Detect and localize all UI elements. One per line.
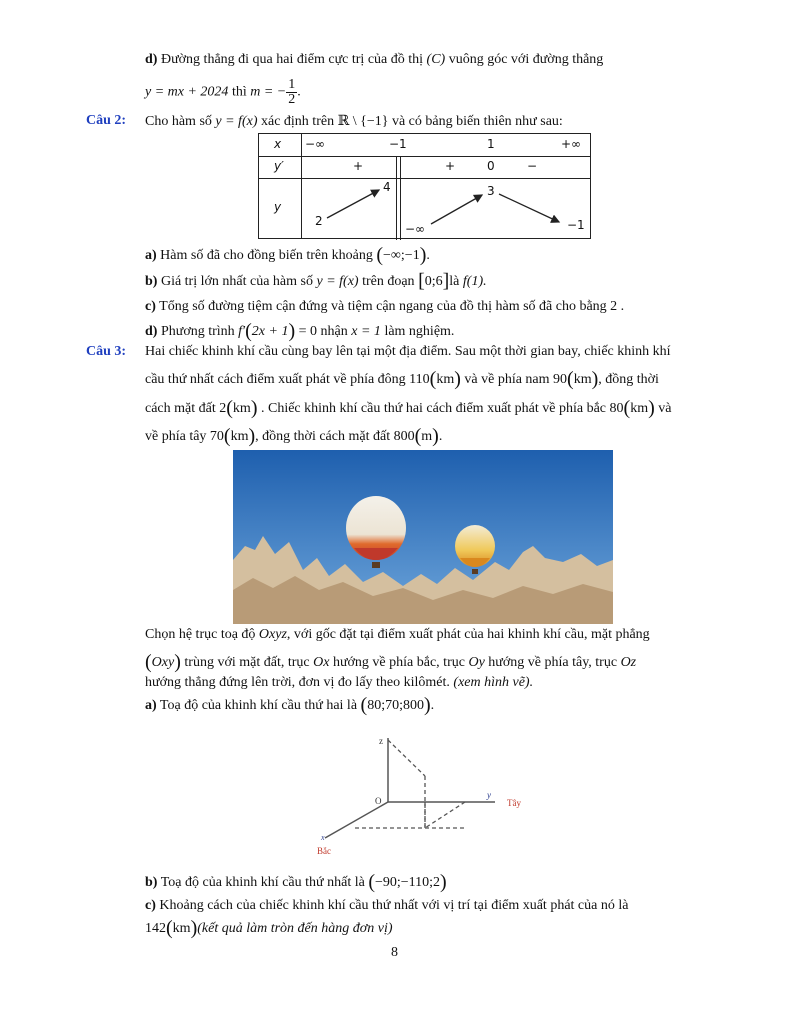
- q2-item-b: b) Giá trị lớn nhất của hàm số y = f(x) trên đoạn [0;6]là f(1).: [145, 270, 487, 292]
- table-yprime-label: y′: [274, 159, 284, 173]
- table-sign: +: [353, 159, 364, 173]
- axis-label-y: y: [487, 790, 491, 800]
- table-sign: −: [527, 159, 538, 173]
- q2-item-c: c) Tổng số đường tiệm cận đứng và tiệm cận ngang của đồ thị hàm số đã cho bằng 2 .: [145, 299, 625, 314]
- axis-label-x: x: [321, 833, 325, 842]
- q3-paragraph: hướng thẳng đứng lên trời, đơn vị đo lấy theo kilômét. (xem hình vẽ).: [145, 675, 534, 690]
- q3-item-c-answer: 142(km)(kết quả làm tròn đến hàng đơn vị): [145, 917, 393, 939]
- table-y-value: 2: [315, 214, 323, 228]
- x-axis: [325, 802, 388, 838]
- q3-item-c: c) Khoảng cách của chiếc khinh khí cầu thứ nhất với vị trí tại điểm xuất phát của nó là: [145, 898, 629, 913]
- arrow-decreasing: [499, 194, 559, 222]
- arrow-increasing: [431, 195, 482, 224]
- north-label: Bắc: [317, 846, 331, 856]
- table-x-value: −1: [389, 137, 407, 151]
- question-2-stem: Cho hàm số y = f(x) xác định trên ℝ \ {−1} và có bảng biến thiên như sau:: [145, 114, 563, 129]
- q3-text-line: Hai chiếc khinh khí cầu cùng bay lên tại một địa điểm. Sau một thời gian bay, chiếc khinh khí: [145, 344, 671, 359]
- item-d-line: d) Đường thẳng đi qua hai điểm cực trị của đồ thị (C) vuông góc với đường thẳng: [145, 52, 604, 67]
- table-x-label: x: [274, 137, 282, 151]
- variation-table: [258, 133, 591, 239]
- table-x-value: +∞: [561, 137, 582, 151]
- q3-text-line: cách mặt đất 2(km) . Chiếc khinh khí cầu thứ hai cách điểm xuất phát về phía bắc 80(km) và: [145, 397, 672, 419]
- axis-label-z: z: [379, 736, 383, 746]
- table-y-value: −1: [567, 218, 585, 232]
- arrow-increasing: [327, 190, 379, 218]
- q3-paragraph: Chọn hệ trục toạ độ Oxyz, với gốc đặt tại điểm xuất phát của hai khinh khí cầu, mặt phẳng: [145, 627, 650, 642]
- table-x-value: −∞: [305, 137, 326, 151]
- page-number: 8: [391, 945, 398, 960]
- table-y-label: y: [274, 200, 282, 214]
- q3-text-line: cầu thứ nhất cách điểm xuất phát về phía đông 110(km) và về phía nam 90(km), đồng thời: [145, 368, 659, 390]
- q2-item-a: a) Hàm số đã cho đồng biến trên khoảng (−∞;−1).: [145, 244, 430, 266]
- q3-item-a: a) Toạ độ của khinh khí cầu thứ hai là (80;70;800).: [145, 694, 435, 716]
- question-2-label: Câu 2:: [86, 113, 127, 128]
- table-x-value: 1: [487, 137, 495, 151]
- question-3-label: Câu 3:: [86, 344, 127, 359]
- table-sign: +: [445, 159, 456, 173]
- q3-paragraph: (Oxy) trùng với mặt đất, trục Ox hướng về phía bắc, trục Oy hướng về phía tây, trục Oz: [145, 651, 637, 673]
- hot-air-balloon-photo: [233, 450, 613, 624]
- item-label: d): [145, 52, 158, 67]
- item-d-equation: y = mx + 2024 thì m = − $\frac{1}{2}$ .: [145, 77, 301, 107]
- q3-text-line: về phía tây 70(km), đồng thời cách mặt đất 800(m).: [145, 425, 443, 447]
- table-sign: 0: [487, 159, 495, 173]
- west-label: Tây: [507, 798, 521, 808]
- table-y-value: 4: [383, 180, 391, 194]
- q3-item-b: b) Toạ độ của khinh khí cầu thứ nhất là (−90;−110;2): [145, 871, 447, 893]
- table-y-value: −∞: [405, 222, 426, 236]
- coordinate-diagram: [305, 730, 545, 865]
- table-arrows: [259, 134, 592, 240]
- origin-label: O: [375, 796, 382, 806]
- q2-item-d: d) Phương trình f′(2x + 1) = 0 nhận x = 1 làm nghiệm.: [145, 320, 455, 342]
- table-y-value: 3: [487, 184, 495, 198]
